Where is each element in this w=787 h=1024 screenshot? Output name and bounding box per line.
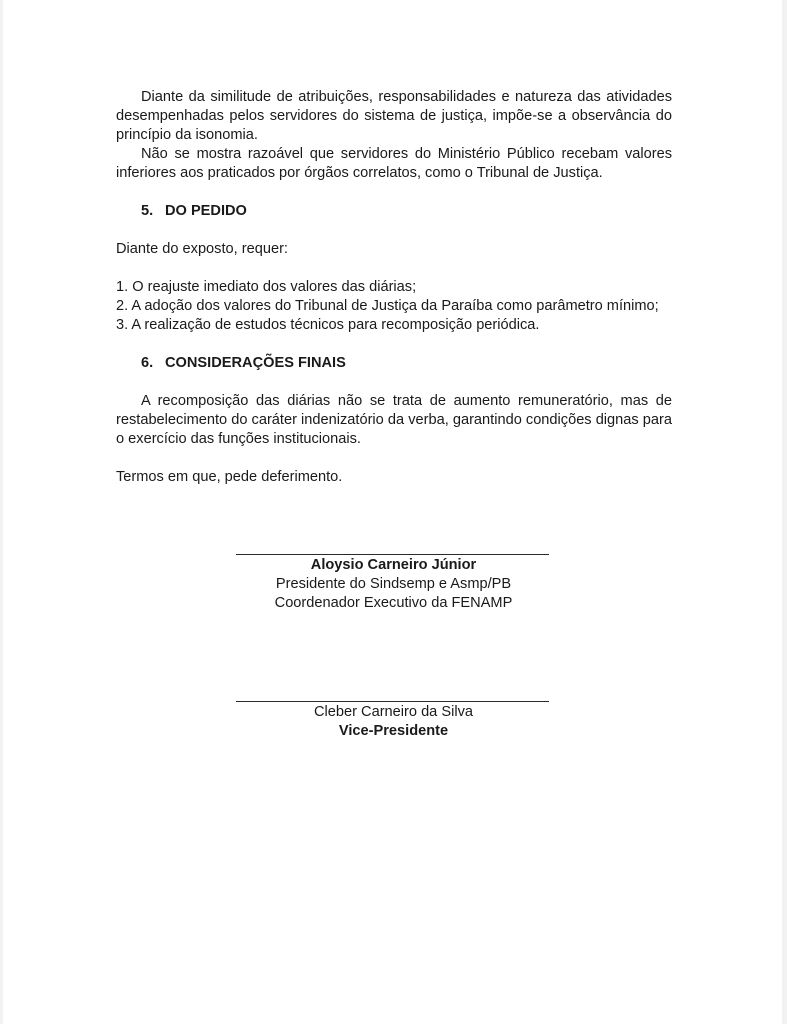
signature-block-2: [0, 703, 787, 741]
signature-line-2: [236, 701, 549, 702]
section-5-title: DO PEDIDO: [165, 203, 247, 219]
signatory-1-name: Aloysio Carneiro Júnior: [310, 557, 477, 573]
section-6-title: CONSIDERAÇÕES FINAIS: [165, 355, 346, 371]
signature-line-1: [236, 554, 549, 555]
section-5-heading: [141, 202, 672, 221]
request-item-3: 3. A realização de estudos técnicos para recomposição periódica.: [116, 317, 540, 333]
document-page: [3, 0, 782, 1024]
spacer: [116, 259, 672, 278]
section-6-number: 6.: [141, 355, 154, 371]
spacer: [116, 373, 672, 392]
spacer: [116, 221, 672, 240]
signatory-1-role-1: Presidente do Sindsemp e Asmp/PB: [275, 576, 512, 592]
request-item-1: 1. O reajuste imediato dos valores das diárias;: [116, 279, 417, 295]
signature-block-1: [0, 556, 787, 613]
intro-paragraph-1: Diante da similitude de atribuições, responsabilidades e natureza das atividades desempenhadas pelos servidores do sistema de justiça, impõe-se a observância do princípio da isonomia.: [116, 89, 672, 143]
signatory-2-role: Vice-Presidente: [338, 723, 449, 739]
section-5-number: 5.: [141, 203, 154, 219]
section-6-heading: [141, 354, 672, 373]
intro-paragraph-2: Não se mostra razoável que servidores do Ministério Público recebam valores inferiores aos praticados por órgãos correlatos, como o Tribunal de Justiça.: [116, 146, 672, 181]
closing-text: Termos em que, pede deferimento.: [116, 469, 343, 485]
section-6-paragraph: A recomposição das diárias não se trata de aumento remuneratório, mas de restabelecimento do caráter indenizatório da verba, garantindo condições dignas para o exercício das funções institucionais.: [116, 393, 672, 447]
request-item-2: 2. A adoção dos valores do Tribunal de Justiça da Paraíba como parâmetro mínimo;: [116, 298, 659, 314]
document-body: [116, 88, 672, 487]
spacer: [116, 449, 672, 468]
section-5-lead: Diante do exposto, requer:: [116, 241, 288, 257]
signatory-2-name: Cleber Carneiro da Silva: [314, 704, 473, 720]
signatory-1-role-2: Coordenador Executivo da FENAMP: [274, 595, 513, 611]
